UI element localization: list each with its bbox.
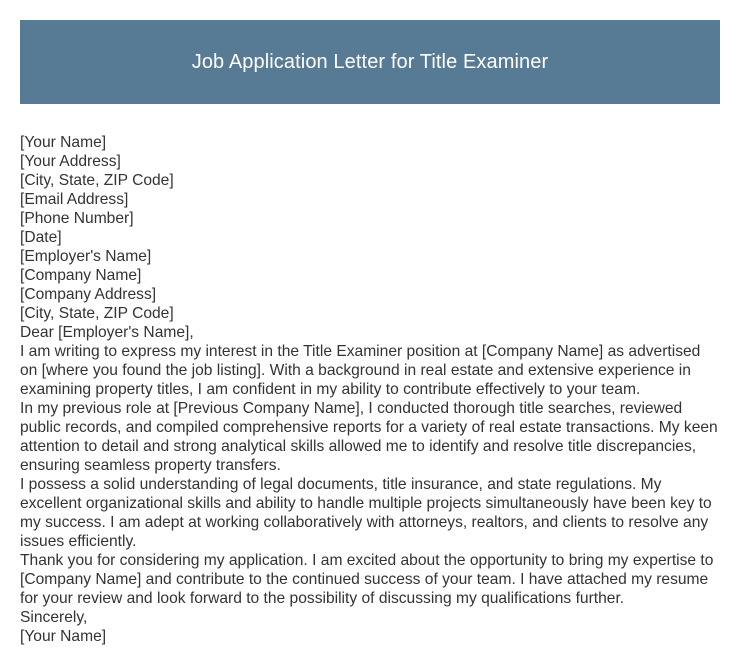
sender-phone: [Phone Number] bbox=[20, 210, 134, 227]
sender-email: [Email Address] bbox=[20, 191, 129, 208]
paragraph-closing: Thank you for considering my application. I am excited about the opportunity to bring my expertise to [Company Name] and contribute to the continued success of your team. I have attached my resume for your review and look forward to the possibility of discussing my qualifications further. bbox=[20, 552, 714, 607]
sender-city: [City, State, ZIP Code] bbox=[20, 172, 174, 189]
salutation: Dear [Employer's Name], bbox=[20, 324, 194, 341]
title-banner bbox=[20, 20, 720, 104]
company-address: [Company Address] bbox=[20, 286, 157, 303]
paragraph-skills: I possess a solid understanding of legal documents, title insurance, and state regulations. My excellent organizational skills and ability to handle multiple projects simultaneously have been key to my success. I am adept at working collaboratively with attorneys, realtors, and clients to resolve any issues efficiently. bbox=[20, 476, 712, 550]
company-name: [Company Name] bbox=[20, 267, 142, 284]
sender-name: [Your Name] bbox=[20, 134, 107, 151]
sender-address: [Your Address] bbox=[20, 153, 121, 170]
paragraph-experience: In my previous role at [Previous Company Name], I conducted thorough title searches, reviewed public records, and compiled comprehensive reports for a variety of real estate transactions. My keen attention to detail and strong analytical skills allowed me to identify and resolve title discrepancies, ensuring seamless property transfers. bbox=[20, 400, 718, 474]
closing: Sincerely, bbox=[20, 609, 88, 626]
employer-name: [Employer's Name] bbox=[20, 248, 152, 265]
company-city: [City, State, ZIP Code] bbox=[20, 305, 174, 322]
letter-body bbox=[20, 133, 720, 646]
signature-name: [Your Name] bbox=[20, 628, 107, 645]
letter-date: [Date] bbox=[20, 229, 62, 246]
page-title: Job Application Letter for Title Examiner bbox=[191, 50, 549, 73]
paragraph-intro: I am writing to express my interest in the Title Examiner position at [Company Name] as advertised on [where you found the job listing]. With a background in real estate and extensive experience in examining property titles, I am confident in my ability to contribute effectively to your team. bbox=[20, 343, 701, 398]
